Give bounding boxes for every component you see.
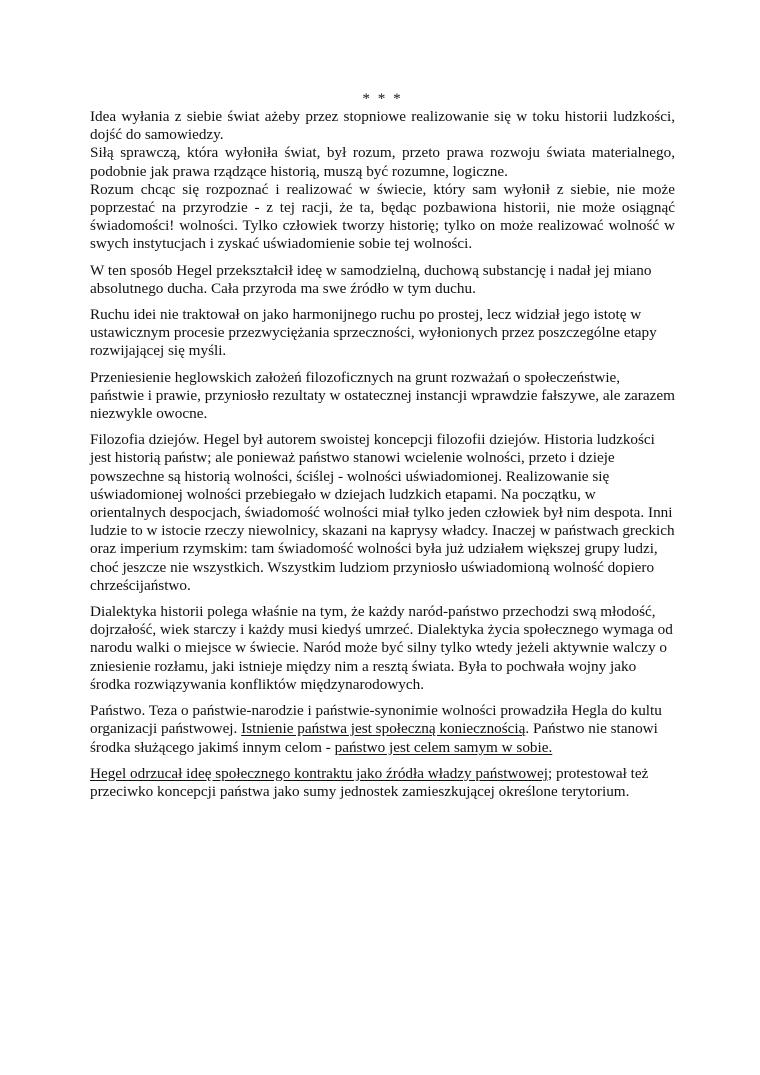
paragraph-8-text-1: ; protestował też przeciwko koncepcji państwa jako sumy jednostek zamieszkującej określone terytorium.: [90, 764, 649, 800]
paragraph-7-underlined-2: państwo jest celem samym w sobie.: [334, 738, 553, 756]
paragraph-7-underlined-1: Istnienie państwa jest społeczną koniecznością: [241, 720, 526, 738]
paragraph-4: Przeniesienie heglowskich założeń filozoficznych na grunt rozważań o społeczeństwie, państwie i prawie, przyniosło rezultaty w ostatecznej instancji wprawdzie fałszywe, ale zarazem niezwykle owocne.: [90, 368, 675, 423]
section-separator: * * *: [362, 90, 403, 107]
paragraph-5: Filozofia dziejów. Hegel był autorem swoistej koncepcji filozofii dziejów. Historia ludzkości jest historią państw; ale ponieważ państwo stanowi wcielenie wolności, przeto i dzieje powszechne są historią wolności, ściślej - wolności uświadomionej. Realizowanie się uświadomionej wolności przebiegało w dziejach ludzkich etapami. Na początku, w orientalnych despocjach, świadomość wolności miał tylko jeden człowiek był nim despota. Inni ludzie to w istocie rzeczy niewolnicy, skazani na kaprysy władcy. Inaczej w państwach greckich oraz imperium rzymskim: tam świadomość wolności była już udziałem większej grupy ludzi, choć jeszcze nie wszystkich. Wszystkim ludziom przyniosło uświadomioną wolność dopiero chrześcijaństwo.: [90, 431, 675, 594]
paragraph-7-text-1: Państwo. Teza o państwie-narodzie i państwie-synonimie wolności prowadziła Hegla do kultu organizacji państwowej.: [90, 702, 662, 738]
paragraph-3: Ruchu idei nie traktował on jako harmonijnego ruchu po prostej, lecz widział jego istotę w ustawicznym procesie przezwyciężania sprzeczności, wyłonionych przez poszczególne etapy rozwijającej się myśli.: [90, 306, 657, 360]
paragraph-6: Dialektyka historii polega właśnie na tym, że każdy naród-państwo przechodzi swą młodość, dojrzałość, wiek starczy i każdy musi kiedyś umrzeć. Dialektyka życia społecznego wymaga od narodu walki o miejsce w świecie. Naród może być silny tylko wtedy jeżeli aktywnie walczy o zniesienie rozłamu, jaki istnieje między nim a resztą świata. Była to pochwała wojny jako środka rozwiązywania konfliktów międzynarodowych.: [90, 603, 673, 693]
document-body: [90, 90, 675, 809]
paragraph-7-text-2: . Państwo nie stanowi środka służącego jakimś innym celom -: [90, 720, 658, 756]
paragraph-8: [90, 765, 675, 801]
paragraph-1-line-1: Idea wyłania z siebie świat ażeby przez stopniowe realizowanie się w toku historii ludzkości, dojść do samowiedzy.: [90, 108, 675, 144]
paragraph-8-underlined-1: Hegel odrzucał ideę społecznego kontraktu jako źródła władzy państwowej: [90, 764, 548, 782]
paragraph-1-line-2: Siłą sprawczą, która wyłoniła świat, był rozum, przeto prawa rozwoju świata materialnego, podobnie jak prawa rządzące historią, muszą być rozumne, logiczne.: [90, 144, 675, 180]
paragraph-7: [90, 702, 675, 757]
paragraph-2: W ten sposób Hegel przekształcił ideę w samodzielną, duchową substancję i nadał jej miano absolutnego ducha. Cała przyroda ma swe źródło w tym duchu.: [90, 261, 652, 297]
paragraph-1-line-3: Rozum chcąc się rozpoznać i realizować w świecie, który sam wyłonił z siebie, nie może poprzestać na przyrodzie - z tej racji, że ta, będąc pozbawiona historii, nie może osiągnąć świadomości! wolności. Tylko człowiek tworzy historię; tylko on może realizować wolność w swych instytucjach i zyskać uświadomienie sobie tej wolności.: [90, 180, 675, 253]
paragraph-1: [90, 108, 675, 254]
